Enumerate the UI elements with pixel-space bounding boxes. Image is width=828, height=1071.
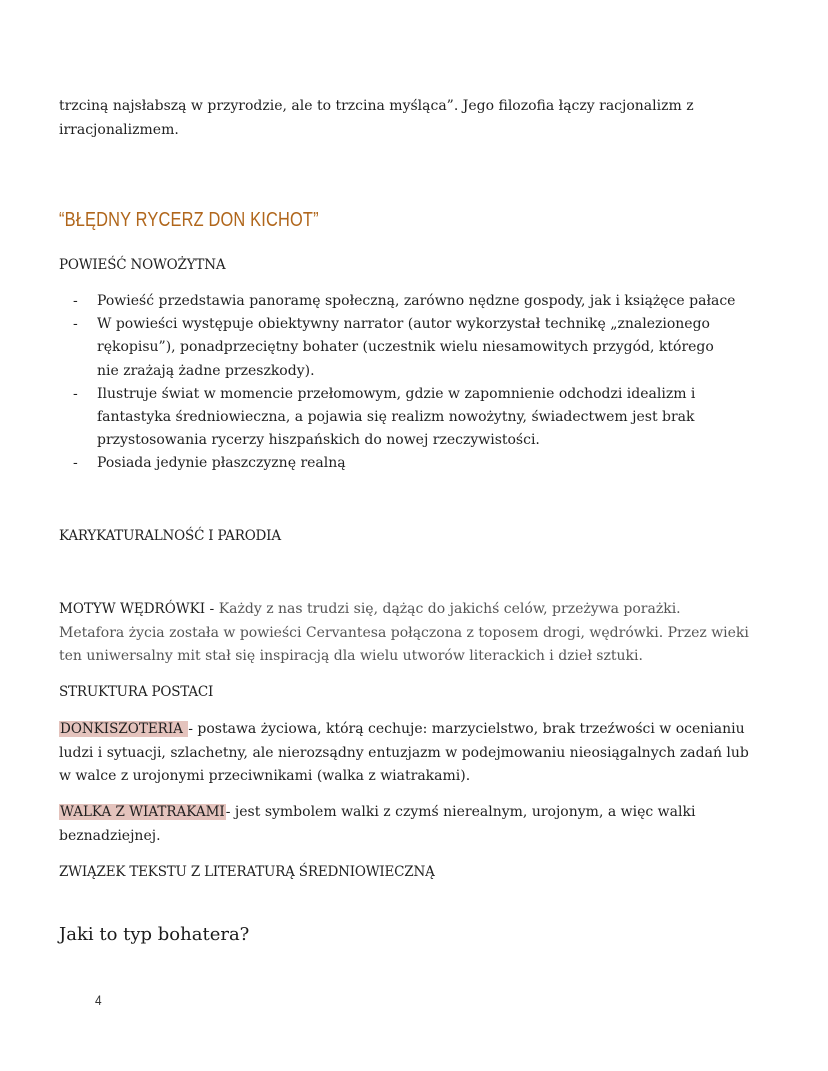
walka-paragraph (59, 801, 709, 848)
list-item (59, 383, 739, 453)
list-item (59, 452, 739, 475)
list-item (59, 290, 739, 313)
motyw-wedrowki-paragraph (59, 598, 749, 669)
list-item (59, 313, 739, 383)
subheading-karykaturalnosc: KARYKATURALNOŚĆ I PARODIA (59, 528, 281, 544)
motyw-label: MOTYW WĘDRÓWKI (59, 601, 206, 617)
motyw-separator: - (205, 601, 219, 617)
bullet-list (59, 290, 739, 476)
bullet-dash: - (73, 293, 78, 309)
list-item-text: Powieść przedstawia panoramę społeczną, zarówno nędzne gospody, jak i książęce pałace (97, 293, 736, 309)
donkiszoteria-term: DONKISZOTERIA (60, 721, 188, 737)
bullet-dash: - (73, 385, 78, 402)
list-item-text: Posiada jedynie płaszczyznę realną (97, 455, 346, 472)
intro-line-1: trzciną najsłabszą w przyrodzie, ale to trzcina myśląca”. Jego filozofia łączy racjonalizm z (59, 98, 694, 114)
bullet-dash: - (73, 455, 78, 472)
list-item-text: W powieści występuje obiektywny narrator (autor wykorzystał technikę „znalezionego rękopisu”), ponadprzeciętny bohater (uczestnik wielu niesamowitych przygód, którego nie zrażają żadne przeszkody). (97, 316, 714, 379)
walka-text: - jest symbolem walki z czymś nierealnym, urojonym, a więc walki beznadziejnej. (59, 804, 696, 844)
list-item-text: Ilustruje świat w momencie przełomowym, gdzie w zapomnienie odchodzi idealizm i fantastyka średniowieczna, a pojawia się realizm nowożytny, świadectwem jest brak przystosowania rycerzy hiszpańskich do nowej rzeczywistości. (97, 385, 696, 449)
donkiszoteria-text: - postawa życiowa, którą cechuje: marzycielstwo, brak trzeźwości w ocenianiu ludzi i sytuacji, szlachetny, ale nierozsądny entuzjazm w podejmowaniu nieosiągalnych zadań lub w walce z urojonymi przeciwnikami (walka z wiatrakami). (59, 721, 749, 784)
subheading-zwiazek: ZWIĄZEK TEKSTU Z LITERATURĄ ŚREDNIOWIECZNĄ (59, 864, 435, 880)
intro-line-2: irracjonalizmem. (59, 121, 179, 138)
bullet-dash: - (73, 316, 78, 333)
page-number: 4 (95, 992, 102, 1008)
motyw-text: Każdy z nas trudzi się, dążąc do jakichś celów, przeżywa porażki. Metafora życia została w powieści Cervantesa połączona z toposem drogi, wędrówki. Przez wieki ten uniwersalny mit stał się inspiracją dla wielu utworów literackich i dzieł sztuki. (59, 601, 749, 664)
question-heading: Jaki to typ bohatera? (59, 924, 250, 945)
walka-term: WALKA Z WIATRAKAMI (60, 804, 225, 820)
subheading-powiesc-nowozytna: POWIEŚĆ NOWOŻYTNA (59, 257, 226, 273)
section-title: “BŁĘDNY RYCERZ DON KICHOT” (59, 209, 319, 231)
subheading-struktura-postaci: STRUKTURA POSTACI (59, 684, 214, 700)
donkiszoteria-paragraph (59, 718, 749, 789)
intro-paragraph (59, 95, 759, 142)
